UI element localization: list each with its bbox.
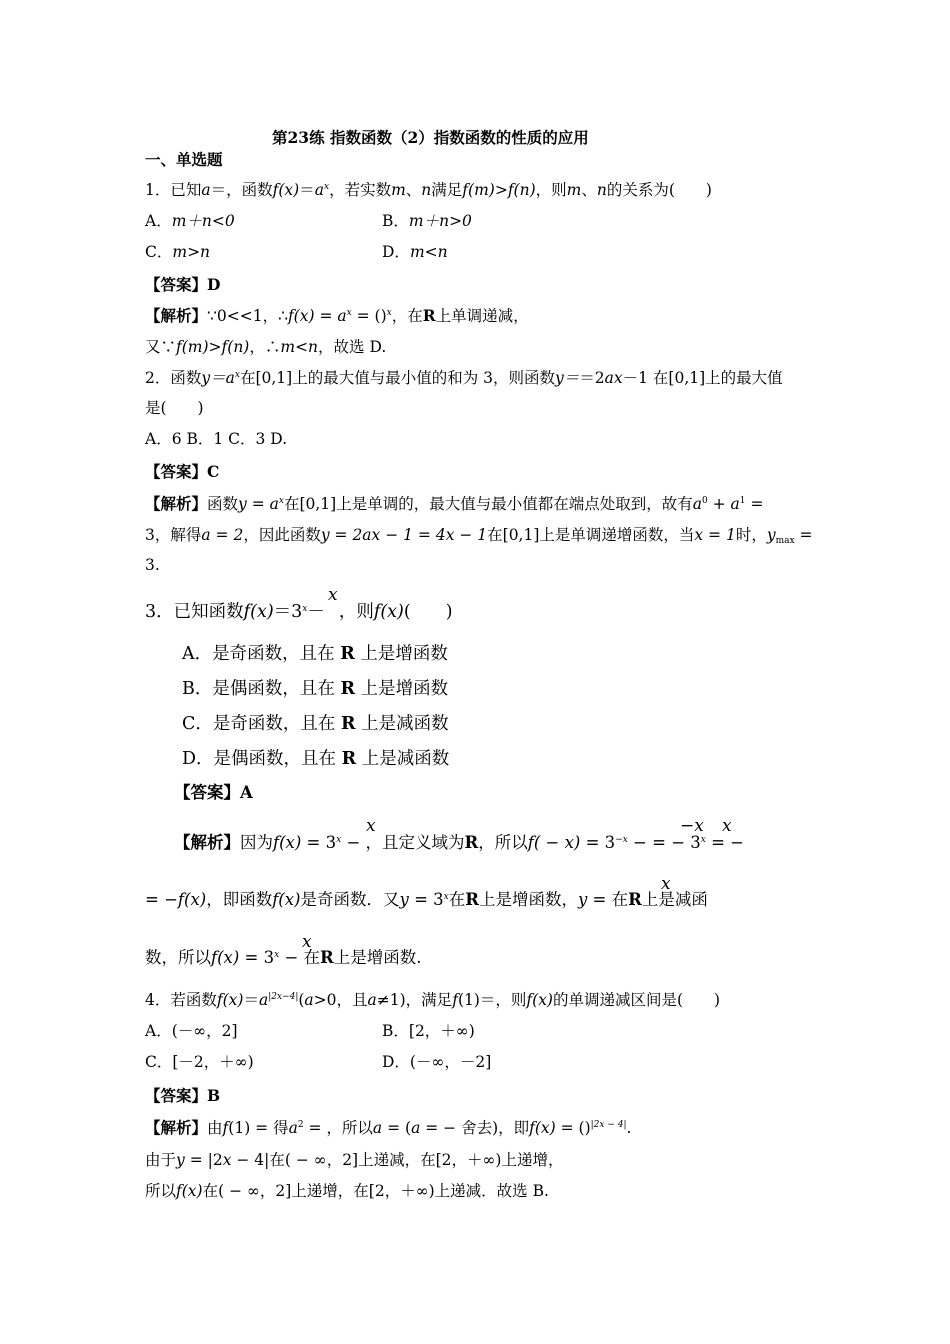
page-title: 第23练 指数函数（2）指数函数的性质的应用: [272, 128, 589, 147]
q3-analysis-line-2: = −f(x)，即函数f(x)是奇函数．又$y = 3^x$在R上是增函数，y = 在R上是减函: [145, 890, 708, 909]
question-4: 4．若函数$f(x)=a^{|2x-4|}(a>0$，且a≠1)，满足f(1)＝，则f(x)的单调递减区间是( ): [145, 991, 721, 1009]
q2-answer: 【答案】C: [145, 462, 220, 481]
q4-analysis-line-3: 所以f(x)在( − ∞，2]上递增，在[2，＋∞)上递减．故选 B.: [145, 1182, 549, 1200]
q4-option-c: C．[－2，＋∞): [145, 1053, 254, 1071]
question-3: 3．已知函数$f(x)=3^x-$ ，则f(x)( ): [145, 602, 453, 622]
q4-option-d: D．(－∞，－2]: [382, 1053, 492, 1071]
q4-option-a: A．(－∞，2]: [145, 1022, 238, 1040]
q4-option-b: B．[2，＋∞): [382, 1022, 475, 1040]
q1-analysis-line-1: 【解析】∵0<<1，∴f(x) = $a^x = ()^x$，在R上单调递减，: [145, 306, 529, 325]
q3-fraction-x: x: [328, 585, 338, 605]
q3-option-c: C．是奇函数，且在 R 上是减函数: [182, 714, 449, 734]
q1-answer: 【答案】D: [145, 275, 221, 294]
q3-an-frac-5: x: [302, 932, 312, 952]
q3-option-b: B．是偶函数，且在 R 上是增函数: [182, 679, 449, 699]
q2-analysis-line-1: 【解析】函数$y = a^x$在[0,1]上是单调的，最大值与最小值都在端点处取到，故有$a^0 + a^1$ =: [145, 494, 764, 513]
q1-option-c: C．m>n: [145, 243, 211, 261]
q3-analysis-line-1: 【解析】因为$f(x) = 3^x$ − ，且定义域为R，所以$f( - x) = 3^{-x}$ − = − $3^x$ = −: [174, 833, 744, 852]
q2-analysis-line-2: 3，解得a = 2，因此函数y = 2ax − 1 = 4x − 1在[0,1]上是单调递增函数，当x = 1时，$y_{max}$ =: [145, 526, 813, 546]
q4-analysis-line-2: 由于y = |2x − 4|在( − ∞，2]上递减，在[2，＋∞)上递增，: [145, 1151, 564, 1169]
q3-an-frac-2: −x: [680, 816, 704, 836]
q1-option-a: A．m＋n<0: [145, 212, 235, 230]
question-2-line-2: 是( ): [145, 399, 204, 417]
q3-answer: 【答案】A: [174, 783, 253, 802]
q1-analysis-line-2: 又∵f(m)>f(n)，∴m<n，故选 D.: [145, 338, 387, 356]
q3-option-a: A．是奇函数，且在 R 上是增函数: [182, 644, 448, 664]
question-2-line-1: 2．函数$y=a^x$在[0,1]上的最大值与最小值的和为 3，则函数y＝＝2ax－1 在[0,1]上的最大值: [145, 369, 783, 387]
q2-options: A．6 B．1 C．3 D.: [145, 430, 288, 448]
q4-analysis-line-1: 【解析】由f(1) = 得$a^2$ = ，所以a = (a = − 舍去)，即f(x) = ()$^{|2x - 4|}$.: [145, 1118, 632, 1137]
question-1: 1．已知a＝，函数$f(x)=a^x$，若实数m、n满足f(m)>f(n)，则m、n的关系为( ): [145, 181, 712, 199]
q2-analysis-line-3: 3.: [145, 556, 160, 574]
q1-option-d: D．m<n: [382, 243, 448, 261]
q3-an-frac-4: x: [661, 874, 671, 894]
q3-an-frac-1: x: [366, 816, 376, 836]
q1-option-b: B．m＋n>0: [382, 212, 472, 230]
q3-analysis-line-3: 数，所以$f(x) = 3^x$ − 在R上是增函数.: [145, 948, 422, 967]
q4-answer: 【答案】B: [145, 1086, 221, 1105]
q3-an-frac-3: x: [722, 816, 732, 836]
section-heading: 一、单选题: [145, 150, 223, 169]
q3-option-d: D．是偶函数，且在 R 上是减函数: [182, 749, 450, 769]
